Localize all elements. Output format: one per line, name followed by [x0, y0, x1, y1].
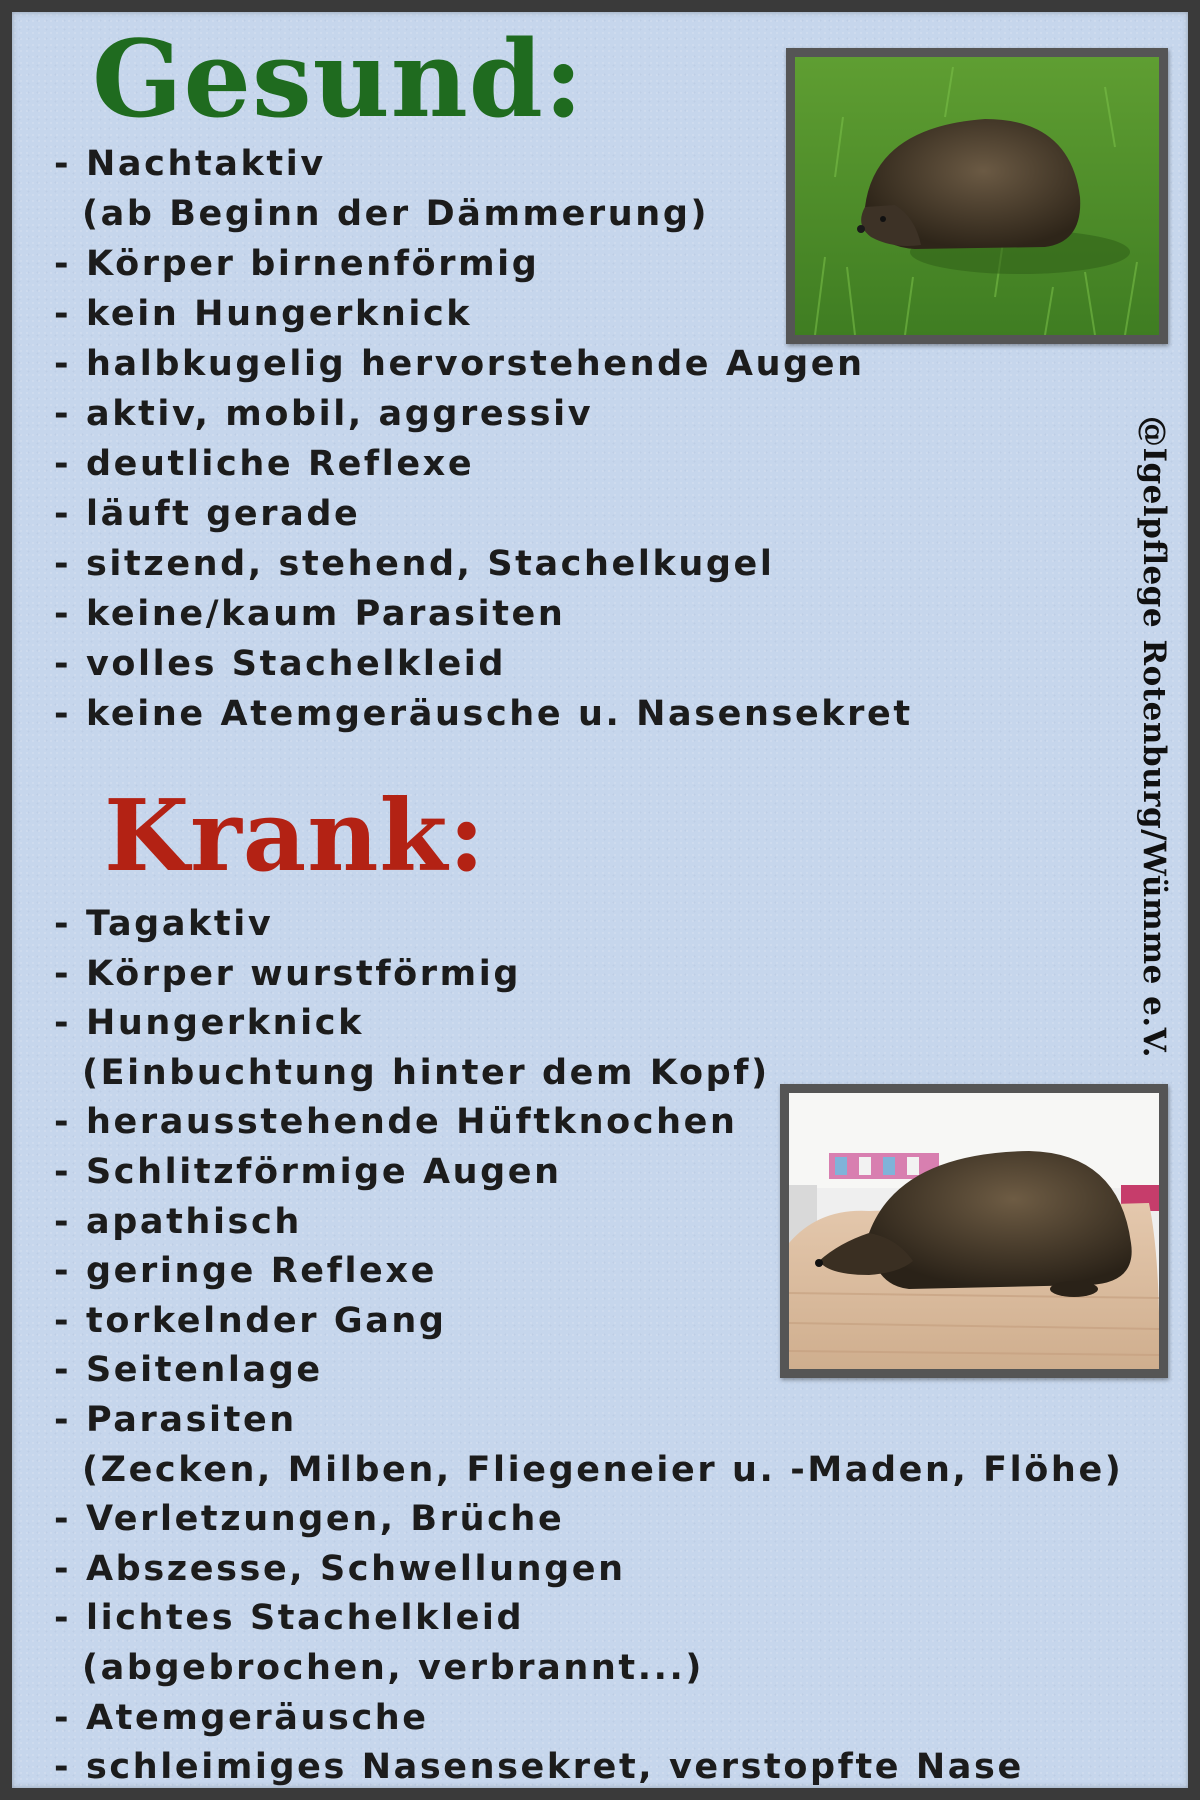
- list-item: [54, 900, 1123, 950]
- bullet-dash: -: [54, 244, 72, 284]
- bullet-dash: -: [54, 494, 72, 534]
- list-item: [54, 639, 913, 689]
- sick-hedgehog-photo: [780, 1084, 1168, 1378]
- list-item-continuation: [54, 189, 913, 239]
- list-item-text: Schlitzförmige Augen: [86, 1151, 562, 1192]
- list-item-text: Abszesse, Schwellungen: [86, 1548, 626, 1589]
- list-item: [54, 539, 913, 589]
- list-item: [54, 439, 913, 489]
- bullet-dash: -: [54, 1003, 72, 1044]
- list-item: [54, 1495, 1123, 1545]
- list-item-text: Tagaktiv: [86, 904, 274, 944]
- list-item-text: (Einbuchtung hinter dem Kopf): [82, 1052, 770, 1093]
- bullet-dash: -: [54, 1548, 72, 1589]
- list-item-text: aktiv, mobil, aggressiv: [86, 394, 594, 434]
- list-item: [54, 589, 913, 639]
- list-item-text: keine Atemgeräusche u. Nasensekret: [86, 694, 913, 734]
- list-item-text: kein Hungerknick: [86, 294, 473, 334]
- list-item-text: Parasiten: [86, 1399, 297, 1440]
- bullet-dash: -: [54, 1598, 72, 1639]
- list-item-text: sitzend, stehend, Stachelkugel: [86, 544, 775, 584]
- list-item-continuation: [54, 1644, 1123, 1694]
- list-item: [54, 1594, 1123, 1644]
- list-item: [54, 389, 913, 439]
- bullet-dash: -: [54, 544, 72, 584]
- bullet-dash: -: [54, 144, 72, 184]
- bullet-dash: -: [54, 294, 72, 334]
- list-item-text: halbkugelig hervorstehende Augen: [86, 344, 865, 384]
- list-item-continuation: [54, 1446, 1123, 1496]
- bullet-dash: -: [54, 694, 72, 734]
- list-item: [54, 339, 913, 389]
- bullet-dash: -: [54, 394, 72, 434]
- bullet-dash: -: [54, 1499, 72, 1540]
- list-item-text: torkelnder Gang: [86, 1300, 447, 1341]
- list-item: [54, 689, 913, 739]
- bullet-dash: -: [54, 594, 72, 634]
- bullet-dash: -: [54, 953, 72, 994]
- list-item: [54, 139, 913, 189]
- list-item: [54, 1396, 1123, 1446]
- bullet-dash: -: [54, 444, 72, 484]
- list-item: [54, 289, 913, 339]
- list-item-text: geringe Reflexe: [86, 1251, 437, 1292]
- list-item-text: keine/kaum Parasiten: [86, 594, 566, 634]
- bullet-dash: -: [54, 1350, 72, 1391]
- list-item-text: schleimiges Nasensekret, verstopfte Nase: [86, 1747, 1024, 1788]
- bullet-dash: -: [54, 904, 72, 944]
- bullet-dash: -: [54, 1251, 72, 1292]
- list-item-text: herausstehende Hüftknochen: [86, 1102, 738, 1143]
- infographic-card: [12, 12, 1188, 1788]
- bullet-dash: -: [54, 644, 72, 684]
- list-item-text: (ab Beginn der Dämmerung): [82, 194, 710, 234]
- list-item: [54, 239, 913, 289]
- bullet-dash: -: [54, 1300, 72, 1341]
- list-item-text: Verletzungen, Brüche: [86, 1499, 565, 1540]
- bullet-dash: -: [54, 1697, 72, 1738]
- list-item-text: Atemgeräusche: [86, 1697, 429, 1738]
- list-item-text: lichtes Stachelkleid: [86, 1598, 525, 1639]
- bullet-dash: -: [54, 1102, 72, 1143]
- list-item-text: Seitenlage: [86, 1350, 323, 1391]
- gesund-heading: Gesund:: [92, 16, 585, 141]
- gesund-list: [54, 139, 913, 739]
- bullet-dash: -: [54, 1747, 72, 1788]
- list-item-text: Nachtaktiv: [86, 144, 326, 184]
- list-item-text: apathisch: [86, 1201, 302, 1242]
- list-item: [54, 950, 1123, 1000]
- list-item-text: (Zecken, Milben, Fliegeneier u. -Maden, Flöhe): [82, 1449, 1124, 1490]
- list-item-text: Hungerknick: [86, 1003, 364, 1044]
- list-item: [54, 1545, 1123, 1595]
- list-item: [54, 489, 913, 539]
- organization-credit: @Igelpflege Rotenburg/Wümme e.V.: [1136, 416, 1172, 1059]
- list-item-text: (abgebrochen, verbrannt...): [82, 1647, 705, 1688]
- krank-heading: Krank:: [104, 779, 486, 894]
- list-item-text: volles Stachelkleid: [86, 644, 507, 684]
- list-item-text: Körper birnenförmig: [86, 244, 540, 284]
- bullet-dash: -: [54, 1201, 72, 1242]
- list-item-text: läuft gerade: [86, 494, 361, 534]
- list-item: [54, 1694, 1123, 1744]
- list-item-text: deutliche Reflexe: [86, 444, 475, 484]
- bullet-dash: -: [54, 1399, 72, 1440]
- list-item: [54, 1743, 1123, 1793]
- bullet-dash: -: [54, 344, 72, 384]
- healthy-hedgehog-photo: [786, 48, 1168, 344]
- bullet-dash: -: [54, 1151, 72, 1192]
- list-item: [54, 999, 1123, 1049]
- list-item-text: Körper wurstförmig: [86, 953, 521, 994]
